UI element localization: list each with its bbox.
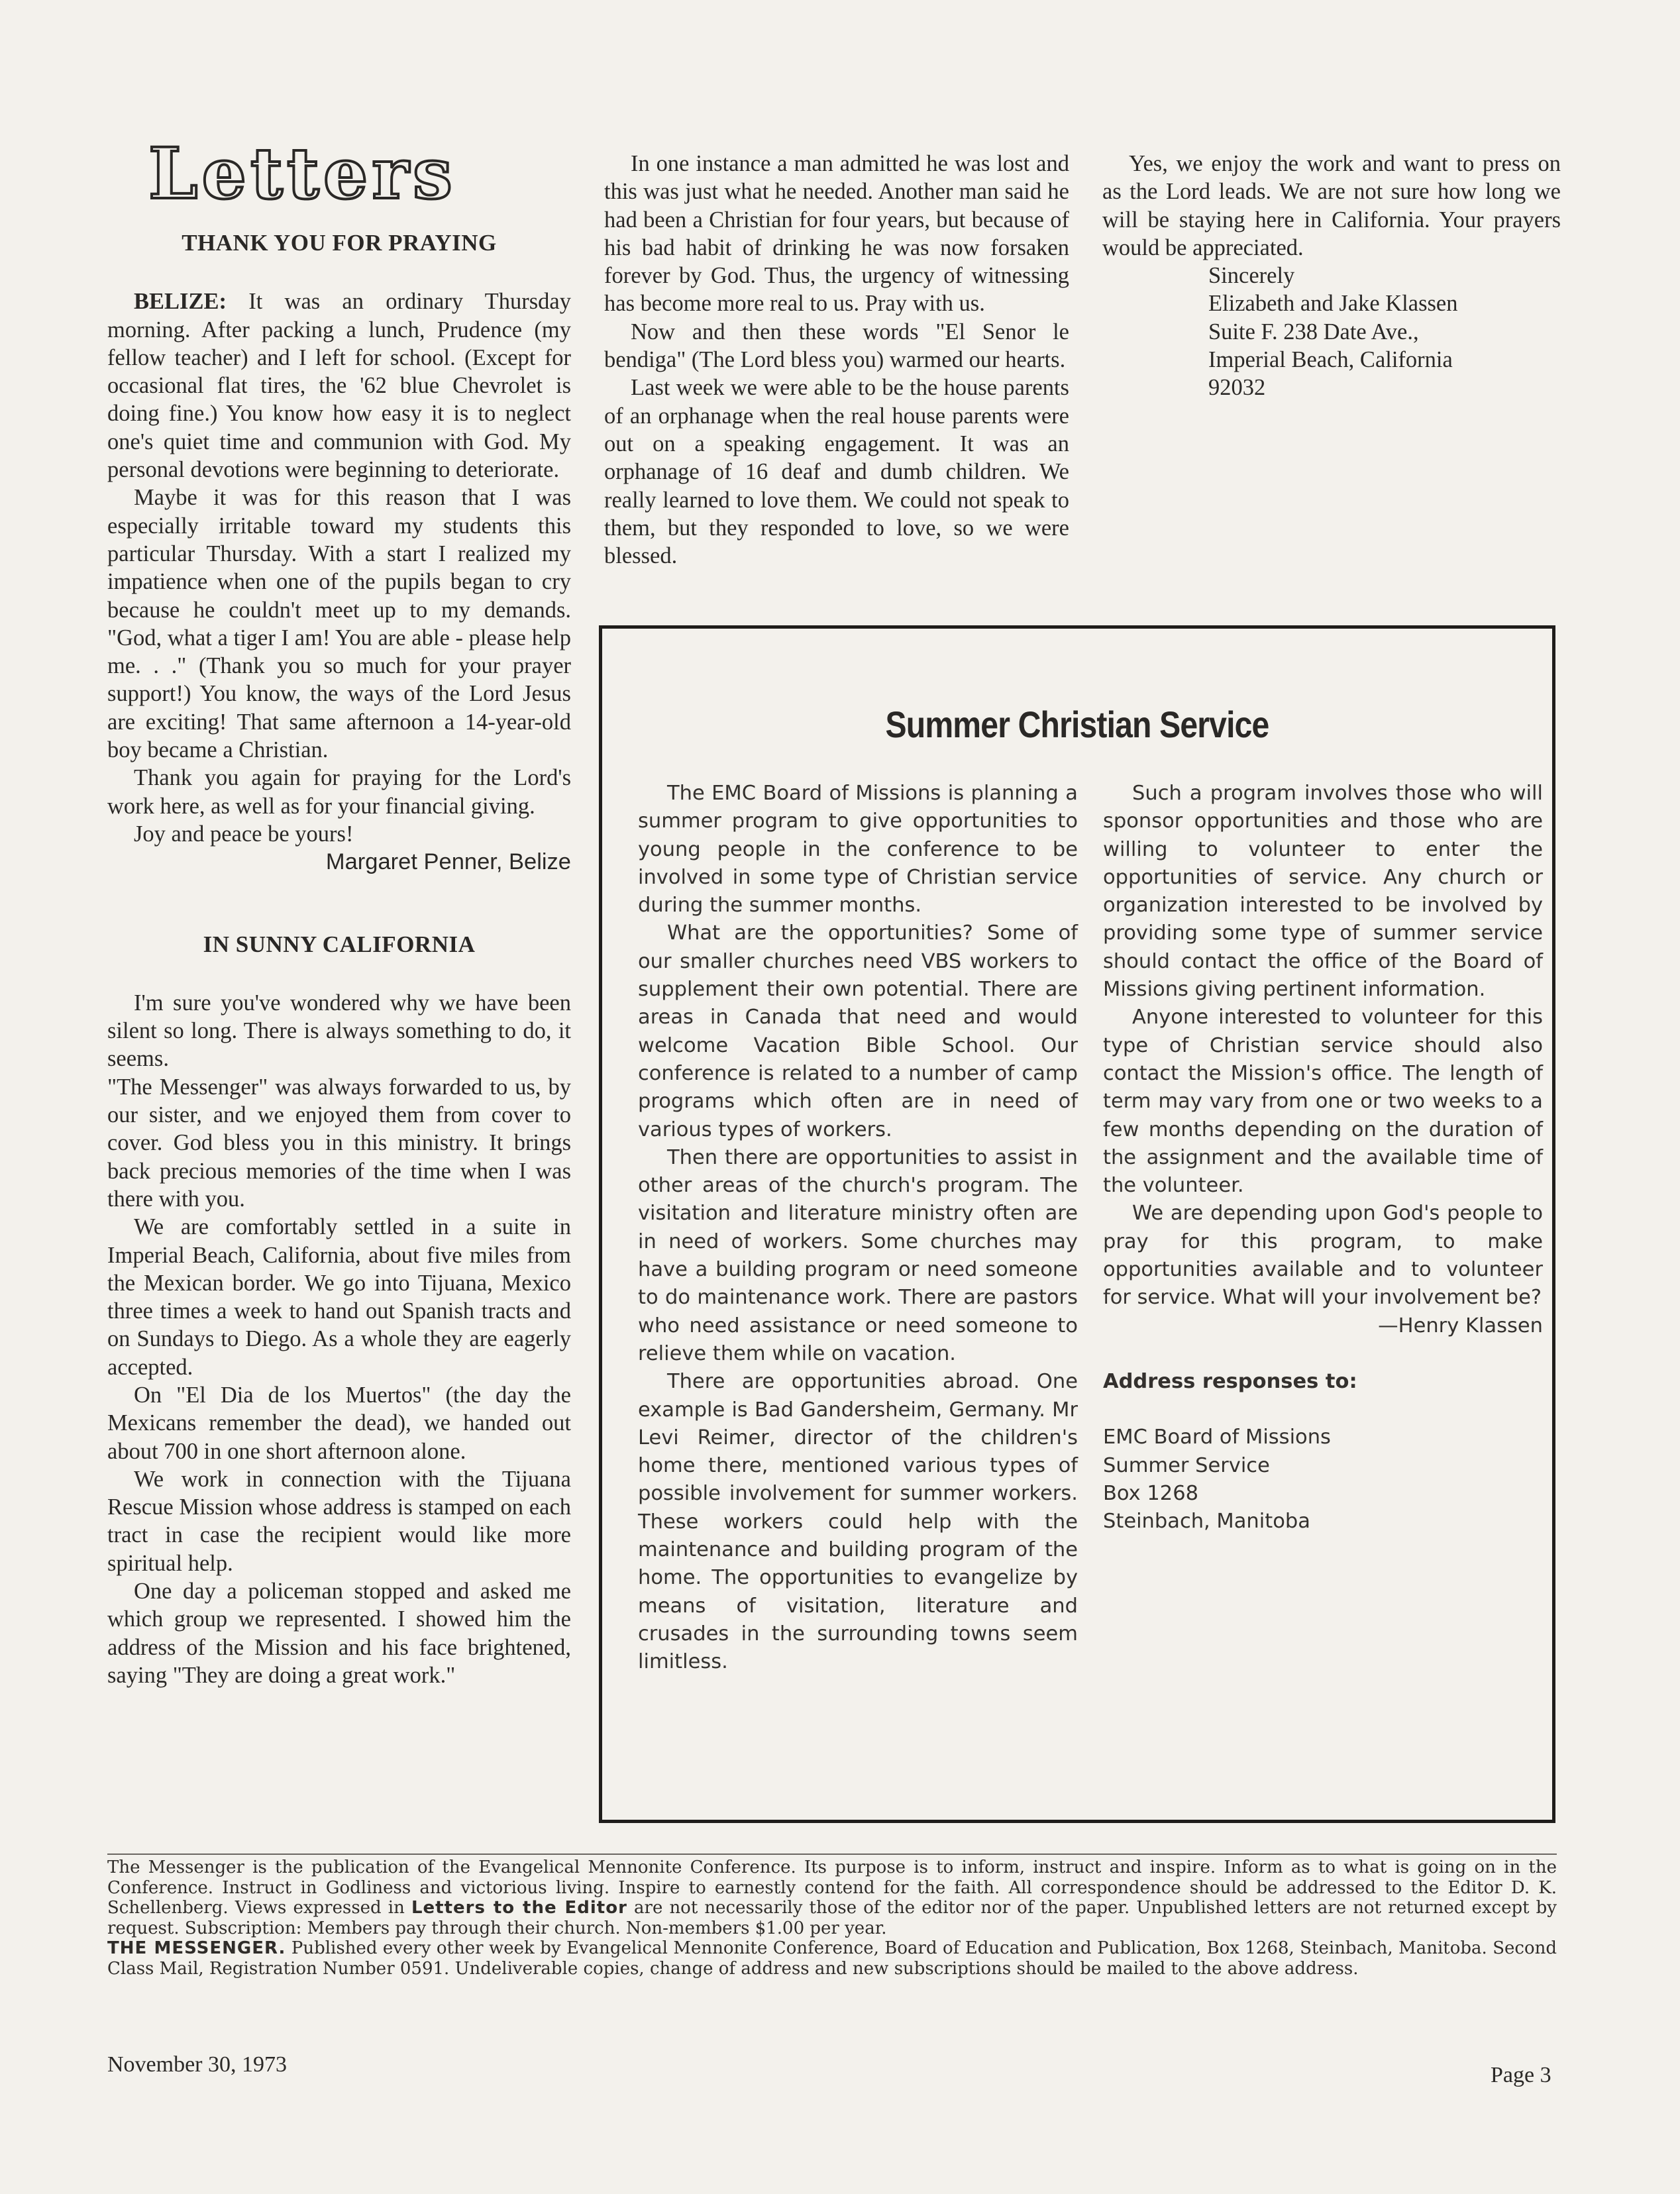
- footer-text: are not necessarily those of the editor nor of the paper. Unpublished letters are not returned except by request. Subscription: Members pay through their church. Non-members $1.00 per year.: [107, 1898, 1557, 1938]
- footer-publication-label: THE MESSENGER.: [107, 1938, 286, 1958]
- letter2-paragraph: I'm sure you've wondered why we have been silent so long. There is always something to do, it seems.: [107, 990, 571, 1072]
- location-label: BELIZE:: [134, 289, 227, 315]
- footer-letters-label: Letters to the Editor: [411, 1898, 627, 1918]
- letter1-paragraph: Thank you again for praying for the Lord's work here, as well as for your financial giving.: [107, 765, 571, 819]
- summer-signature: —Henry Klassen: [1378, 1314, 1543, 1337]
- letter2-paragraph: On "El Dia de los Muertos" (the day the Mexicans remember the dead), we handed out about 700 in one short afternoon alone.: [107, 1382, 571, 1464]
- address-line: EMC Board of Missions: [1103, 1426, 1331, 1449]
- letter1-closing: Joy and peace be yours!: [134, 821, 354, 847]
- response-heading: Address responses to:: [1103, 1369, 1357, 1393]
- letter2-paragraph: We are comfortably settled in a suite in Imperial Beach, California, about five miles from the Mexican border. We go into Tijuana, Mexico three times a week to hand out Spanish tracts and on Sundays to Diego. As a whole they are eagerly accepted.: [107, 1214, 571, 1380]
- summer-paragraph: There are opportunities abroad. One example is Bad Gandersheim, Germany. Mr Levi Reimer, director of the children's home there, mentioned various types of possible involvement for summer workers. These workers could help with the maintenance and building program of the home. The opportunities to evangelize by means of visitation, literature and crusades in the surrounding towns seem limitless.: [638, 1370, 1078, 1674]
- letter2-address-line: 92032: [1208, 375, 1266, 401]
- footer-rule: [107, 1854, 1557, 1855]
- letter2-closing: Sincerely: [1208, 263, 1295, 289]
- column-1: [107, 229, 571, 1689]
- summer-service-box: [599, 625, 1555, 1823]
- summer-paragraph: Then there are opportunities to assist in other areas of the church's program. The visitation and literature ministry often are in need of workers. Some churches may have a building program or need someone to do maintenance work. There are pastors who need assistance or need someone to relieve them while on vacation.: [638, 1145, 1078, 1365]
- letter-heading-california: IN SUNNY CALIFORNIA: [203, 931, 476, 957]
- page-number: Page 3: [1491, 2063, 1551, 2087]
- letter1-paragraph: [107, 287, 571, 484]
- summer-paragraph: Such a program involves those who will sponsor opportunities and those who are willing to volunteer to enter the opportunities of service. Any church or organization interested to be involved by providing some type of summer service should contact the office of the Board of Missions giving pertinent information.: [1103, 782, 1543, 1002]
- summer-service-title: Summer Christian Service: [885, 704, 1269, 745]
- footer-publication: [107, 1938, 1557, 1979]
- letter2-address-line: Suite F. 238 Date Ave.,: [1208, 319, 1419, 344]
- summer-paragraph: What are the opportunities? Some of our smaller churches need VBS workers to supplement their own potential. There are areas in Canada that need and would welcome Vacation Bible School. Our conference is related to a number of camp programs which often are in need of various types of workers.: [638, 921, 1078, 1141]
- summer-paragraph: We are depending upon God's people to pray for this program, to make opportunities available and to volunteer for service. What will your involvement be?: [1103, 1202, 1543, 1310]
- summer-paragraph: The EMC Board of Missions is planning a summer program to give opportunities to young people in the conference to be involved in some type of Christian service during the summer months.: [638, 782, 1078, 917]
- issue-date: November 30, 1973: [107, 2052, 288, 2077]
- letter2-paragraph: "The Messenger" was always forwarded to us, by our sister, and we enjoyed them from cover to cover. God bless you in this ministry. It brings back precious memories of the time when I was there with you.: [107, 1074, 571, 1212]
- footer-text: Published every other week by Evangelical Mennonite Conference, Board of Education and Publication, Box 1268, Steinbach, Manitoba. Second Class Mail, Registration Number 0591. Undeliverable copies, change of address and new subscriptions should be mailed to the above address.: [107, 1938, 1557, 1979]
- letter2-paragraph: We work in connection with the Tijuana Rescue Mission whose address is stamped on each tract in case the recipient would like more spiritual help.: [107, 1466, 571, 1576]
- footer-text: The Messenger is the publication of the Evangelical Mennonite Conference. Its purpose is to inform, instruct and inspire. Inform as to what is going on in the Conference. Instruct in Godliness and victorious living. Inspire to earnestly contend for the faith. All correspondence should be addressed to the Editor D. K. Schellenberg. Views expressed in: [107, 1857, 1557, 1918]
- publication-footer: [107, 1857, 1557, 1979]
- footer-statement: [107, 1857, 1557, 1938]
- letter1-signature: Margaret Penner, Belize: [325, 849, 571, 875]
- letter1-text: It was an ordinary Thursday morning. After packing a lunch, Prudence (my fellow teacher) and I left for school. (Except for occasional flat tires, the '62 blue Chevrolet is doing fine.) You know how easy it is to neglect one's quiet time and communion with God. My personal devotions were beginning to deteriorate.: [107, 289, 571, 483]
- page-title: Letters: [148, 132, 456, 215]
- letter1-paragraph: Maybe it was for this reason that I was especially irritable toward my students this particular Thursday. With a start I realized my impatience when one of the pupils began to cry because he couldn't meet up to my demands. "God, what a tiger I am! You are able - please help me. . ." (Thank you so much for your prayer support!) You know, the ways of the Lord Jesus are exciting! That same afternoon a 14-year-old boy became a Christian.: [107, 485, 571, 763]
- address-line: Box 1268: [1103, 1481, 1199, 1505]
- letter-heading-belize: THANK YOU FOR PRAYING: [182, 230, 497, 256]
- letter2-paragraph: In one instance a man admitted he was lost and this was just what he needed. Another man said he had been a Christian for four years, but because of his bad habit of drinking he was now forsaken forever by God. Thus, the urgency of witnessing has become more real to us. Pray with us.: [604, 151, 1069, 317]
- letter2-paragraph: Last week we were able to be the house parents of an orphanage when the real house parents were out on a speaking engagement. It was an orphanage of 16 deaf and dumb children. We really learned to love them. We could not speak to them, but they responded to love, so we were blessed.: [604, 375, 1069, 569]
- summer-column-right: [1103, 780, 1543, 1536]
- summer-paragraph: Anyone interested to volunteer for this type of Christian service should also contact the Mission's office. The length of term may vary from one or two weeks to a few months depending on the duration of the assignment and the available time of the volunteer.: [1103, 1006, 1543, 1198]
- letter2-paragraph: One day a policeman stopped and asked me which group we represented. I showed him the address of the Mission and his face brightened, saying "They are doing a great work.": [107, 1579, 571, 1688]
- column-3: [1102, 150, 1561, 402]
- summer-column-left: [638, 780, 1078, 1677]
- address-line: Steinbach, Manitoba: [1103, 1510, 1310, 1534]
- letter2-signature: Elizabeth and Jake Klassen: [1208, 291, 1458, 317]
- letter2-address-line: Imperial Beach, California: [1208, 347, 1453, 373]
- address-line: Summer Service: [1103, 1453, 1270, 1477]
- column-2: [604, 150, 1069, 570]
- letter2-paragraph: Yes, we enjoy the work and want to press on as the Lord leads. We are not sure how long we will be staying here in California. Your prayers would be appreciated.: [1102, 151, 1561, 260]
- letter2-paragraph: Now and then these words "El Senor le bendiga" (The Lord bless you) warmed our hearts.: [604, 319, 1069, 373]
